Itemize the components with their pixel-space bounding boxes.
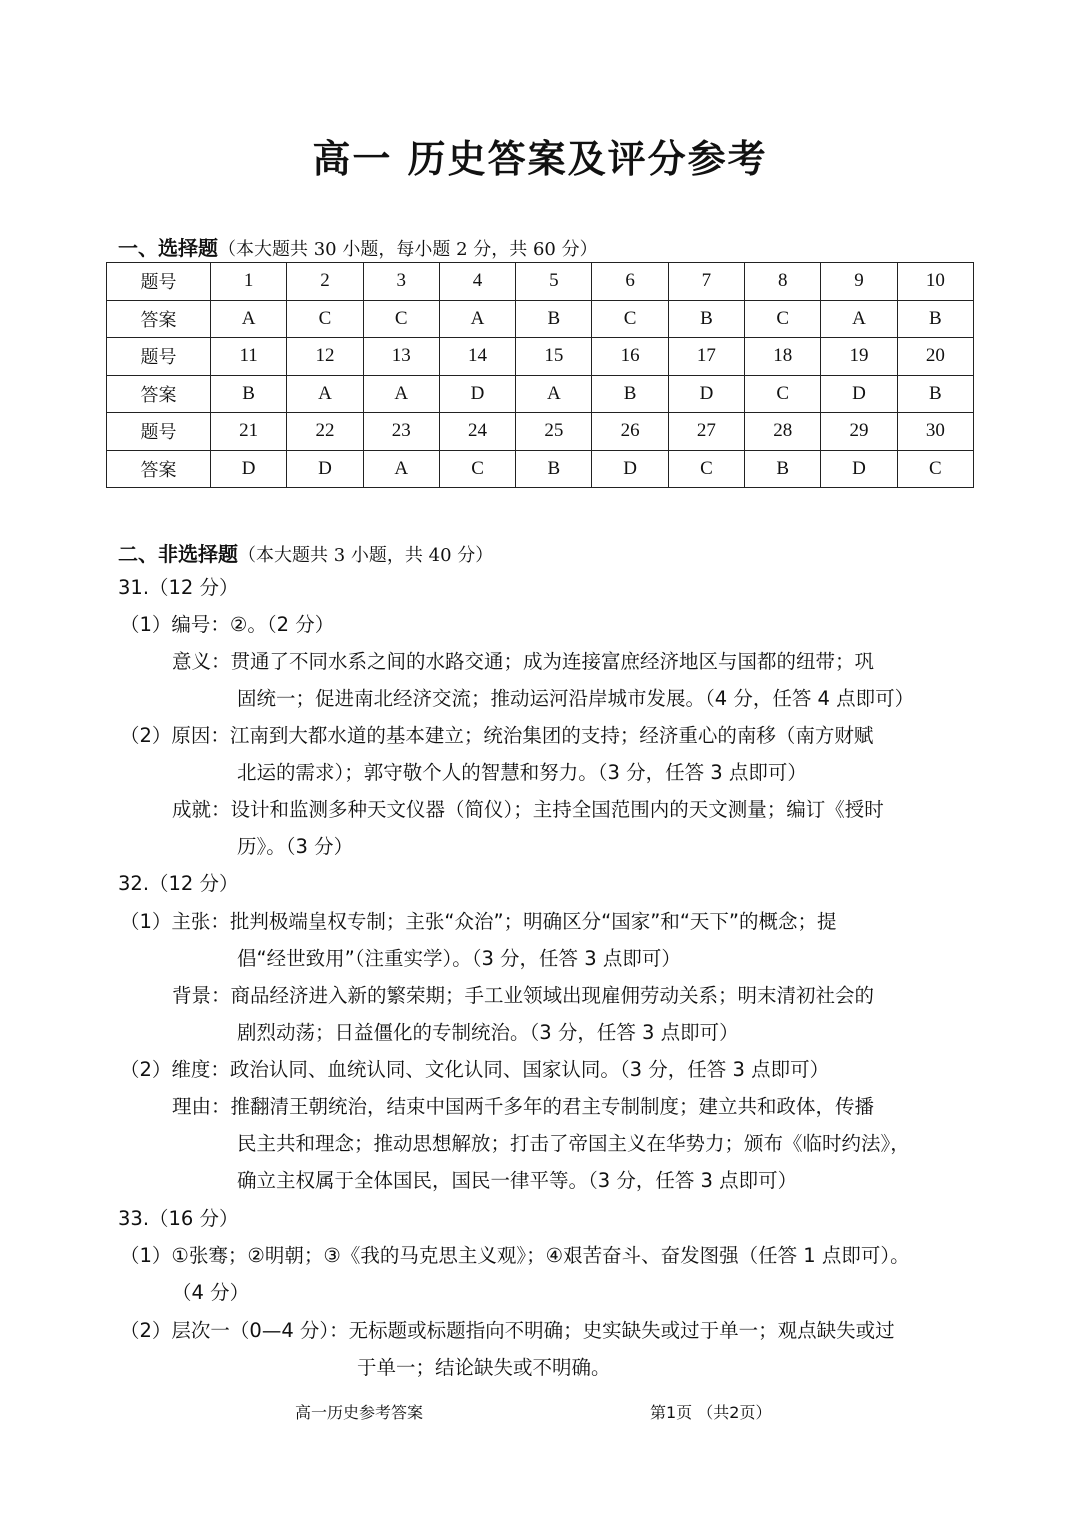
answer-cell: D (439, 375, 515, 413)
question-number-cell: 27 (668, 413, 744, 451)
answer-cell: C (745, 300, 821, 338)
question-number-cell: 8 (745, 263, 821, 301)
answer-cell: D (287, 450, 363, 488)
answer-cell: B (745, 450, 821, 488)
q31-achievement-cont: 历》。（3 分） (237, 835, 354, 858)
answer-cell: D (668, 375, 744, 413)
answer-cell: D (592, 450, 668, 488)
answer-cell: B (592, 375, 668, 413)
number-row (107, 263, 974, 301)
q32-part1-claim: （1）主张：批判极端皇权专制；主张“众治”；明确区分“国家”和“天下”的概念；提 (120, 910, 837, 933)
answer-cell: B (516, 300, 592, 338)
answer-cell: B (668, 300, 744, 338)
answer-cell: C (897, 450, 973, 488)
q32-reason: 理由：推翻清王朝统治，结束中国两千多年的君主专制制度；建立共和政体，传播 (172, 1095, 875, 1118)
section2-label: 二、非选择题 (118, 542, 238, 566)
question-number-cell: 25 (516, 413, 592, 451)
question-number-cell: 22 (287, 413, 363, 451)
q32-reason-cont: 民主共和理念；推动思想解放；打击了帝国主义在华势力；颁布《临时约法》， (237, 1132, 910, 1155)
q31-heading: 31.（12 分） (118, 576, 239, 599)
q31-significance-cont: 固统一；促进南北经济交流；推动运河沿岸城市发展。（4 分，任答 4 点即可） (237, 687, 915, 710)
question-number-cell: 12 (287, 338, 363, 376)
answer-cell: D (211, 450, 287, 488)
q33-part1: （1）①张骞；②明朝；③《我的马克思主义观》；④艰苦奋斗、奋发图强（任答 1 点即可）。 (120, 1244, 910, 1267)
q32-part2-dimension: （2）维度：政治认同、血统认同、文化认同、国家认同。（3 分，任答 3 点即可） (120, 1058, 830, 1081)
answer-cell: A (287, 375, 363, 413)
answer-cell: A (211, 300, 287, 338)
question-number-cell: 5 (516, 263, 592, 301)
question-number-cell: 2 (287, 263, 363, 301)
answer-row (107, 450, 974, 488)
question-number-cell: 26 (592, 413, 668, 451)
question-number-cell: 7 (668, 263, 744, 301)
answer-cell: C (287, 300, 363, 338)
question-number-cell: 6 (592, 263, 668, 301)
q33-part1-score: （4 分） (172, 1281, 250, 1304)
question-number-cell: 4 (439, 263, 515, 301)
answer-table (106, 262, 974, 488)
answer-cell: B (211, 375, 287, 413)
q31-part2-reason: （2）原因：江南到大都水道的基本建立；统治集团的支持；经济重心的南移（南方财赋 (120, 724, 874, 747)
answer-cell: C (363, 300, 439, 338)
question-number-cell: 15 (516, 338, 592, 376)
footer-title: 高一历史参考答案 (295, 1403, 424, 1422)
q31-achievement: 成就：设计和监测多种天文仪器（简仪）；主持全国范围内的天文测量；编订《授时 (172, 798, 884, 821)
number-row (107, 338, 974, 376)
answer-cell: C (439, 450, 515, 488)
number-row (107, 413, 974, 451)
question-number-cell: 21 (211, 413, 287, 451)
question-number-cell: 24 (439, 413, 515, 451)
q32-heading: 32.（12 分） (118, 872, 239, 895)
question-number-cell: 19 (821, 338, 897, 376)
answer-cell: A (821, 300, 897, 338)
number-row-label: 题号 (107, 263, 211, 301)
footer-page-number: 第1页 （共2页） (650, 1403, 772, 1422)
answer-cell: A (363, 450, 439, 488)
q32-background-cont: 剧烈动荡；日益僵化的专制统治。（3 分，任答 3 点即可） (237, 1021, 739, 1044)
answer-cell: D (821, 375, 897, 413)
question-number-cell: 20 (897, 338, 973, 376)
answer-cell: B (897, 375, 973, 413)
q33-heading: 33.（16 分） (118, 1207, 239, 1230)
section2-note: （本大题共 3 小题，共 40 分） (238, 545, 494, 566)
question-number-cell: 9 (821, 263, 897, 301)
number-row-label: 题号 (107, 413, 211, 451)
q31-part2-reason-cont: 北运的需求）；郭守敬个人的智慧和努力。（3 分，任答 3 点即可） (237, 761, 807, 784)
answer-row (107, 375, 974, 413)
question-number-cell: 10 (897, 263, 973, 301)
answer-row (107, 300, 974, 338)
q31-part1-number: （1）编号：②。（2 分） (120, 613, 335, 636)
question-number-cell: 3 (363, 263, 439, 301)
question-number-cell: 23 (363, 413, 439, 451)
section1-note: （本大题共 30 小题，每小题 2 分，共 60 分） (218, 239, 598, 260)
answer-cell: A (363, 375, 439, 413)
question-number-cell: 28 (745, 413, 821, 451)
section1-heading (118, 232, 598, 261)
answer-cell: B (897, 300, 973, 338)
answer-cell: C (745, 375, 821, 413)
answer-row-label: 答案 (107, 300, 211, 338)
q31-significance: 意义：贯通了不同水系之间的水路交通；成为连接富庶经济地区与国都的纽带；巩 (172, 650, 875, 673)
question-number-cell: 1 (211, 263, 287, 301)
question-number-cell: 17 (668, 338, 744, 376)
answer-cell: D (821, 450, 897, 488)
answer-row-label: 答案 (107, 375, 211, 413)
answer-row-label: 答案 (107, 450, 211, 488)
answer-cell: A (439, 300, 515, 338)
answer-cell: C (668, 450, 744, 488)
q33-part2-level1: （2）层次一（0—4 分）：无标题或标题指向不明确；史实缺失或过于单一；观点缺失或过 (120, 1319, 895, 1342)
q32-part1-claim-cont: 倡“经世致用”（注重实学）。（3 分，任答 3 点即可） (237, 947, 681, 970)
question-number-cell: 11 (211, 338, 287, 376)
number-row-label: 题号 (107, 338, 211, 376)
question-number-cell: 29 (821, 413, 897, 451)
q33-part2-level1-cont: 于单一；结论缺失或不明确。 (357, 1356, 611, 1379)
question-number-cell: 16 (592, 338, 668, 376)
answer-cell: C (592, 300, 668, 338)
section1-label: 一、选择题 (118, 236, 218, 260)
q32-background: 背景：商品经济进入新的繁荣期；手工业领域出现雇佣劳动关系；明末清初社会的 (172, 984, 875, 1007)
question-number-cell: 18 (745, 338, 821, 376)
question-number-cell: 14 (439, 338, 515, 376)
answer-cell: B (516, 450, 592, 488)
page-title: 高一 历史答案及评分参考 (312, 136, 768, 181)
question-number-cell: 13 (363, 338, 439, 376)
section2-heading (118, 538, 493, 567)
q32-reason-cont2: 确立主权属于全体国民，国民一律平等。（3 分，任答 3 点即可） (237, 1169, 798, 1192)
question-number-cell: 30 (897, 413, 973, 451)
answer-cell: A (516, 375, 592, 413)
